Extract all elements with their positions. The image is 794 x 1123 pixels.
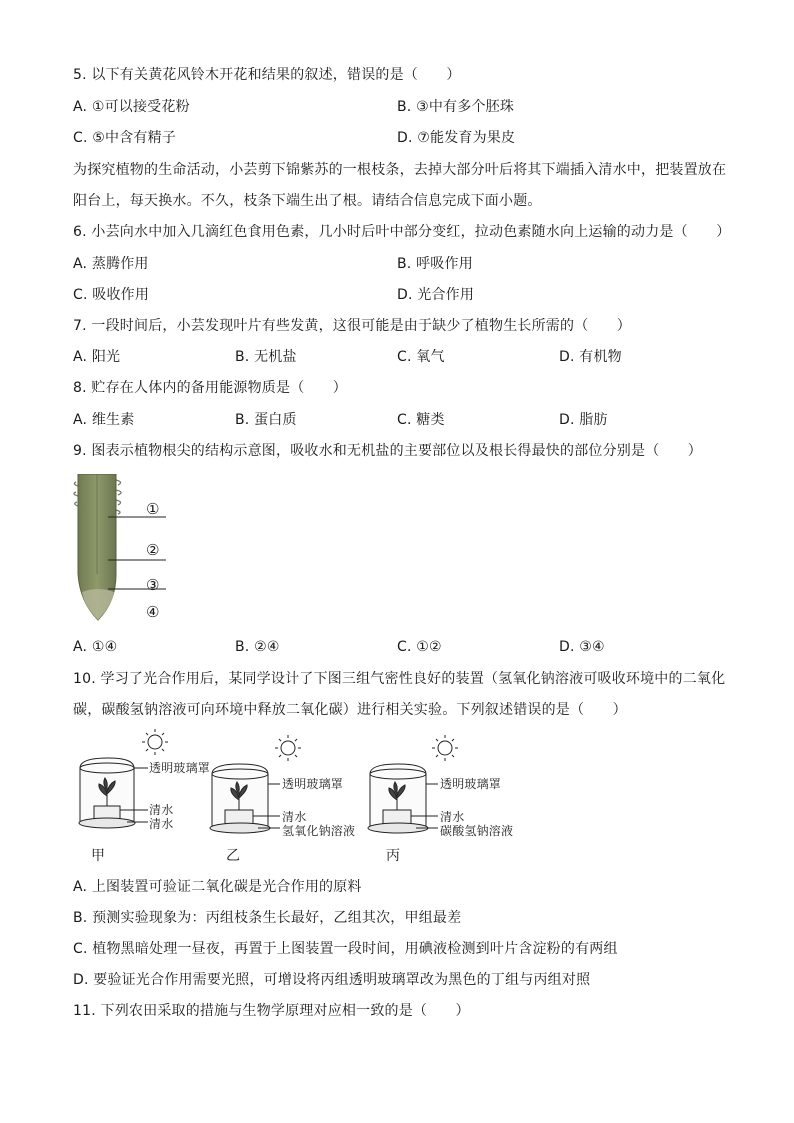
apparatus-bing <box>368 764 438 833</box>
q7-option-c[interactable]: C. 氧气 <box>397 349 445 365</box>
q5-option-c[interactable]: C. ⑤中含有精子 <box>73 130 177 146</box>
q8-option-d[interactable]: D. 脂肪 <box>559 412 608 428</box>
q7-option-b[interactable]: B. 无机盐 <box>235 349 297 365</box>
jia-cover-label: 透明玻璃罩 <box>149 761 211 775</box>
q8-option-c[interactable]: C. 糖类 <box>397 412 445 428</box>
q6-option-d[interactable]: D. 光合作用 <box>397 287 475 303</box>
q10-option-a[interactable]: A. 上图装置可验证二氧化碳是光合作用的原料 <box>73 879 362 895</box>
bing-group-label: 丙 <box>386 848 401 864</box>
q5-option-a[interactable]: A. ①可以接受花粉 <box>73 99 190 115</box>
q8-stem: 8. 贮存在人体内的备用能源物质是（ ） <box>73 380 348 396</box>
q7-option-a[interactable]: A. 阳光 <box>73 349 121 365</box>
jia-water-label: 清水 <box>149 803 174 817</box>
root-label-1: ① <box>146 500 160 518</box>
sun-icon <box>275 735 301 761</box>
q10-stem-line-1: 10. 学习了光合作用后，某同学设计了下图三组气密性良好的装置（氢氧化钠溶液可吸收环境中的二氧化 <box>73 671 726 687</box>
q9-option-b[interactable]: B. ②④ <box>235 639 280 655</box>
q9-option-a[interactable]: A. ①④ <box>73 639 118 655</box>
intro-line-2: 阳台上，每天换水。不久，枝条下端生出了根。请结合信息完成下面小题。 <box>73 193 542 209</box>
bing-water-label: 清水 <box>440 810 465 824</box>
yi-cover-label: 透明玻璃罩 <box>282 777 344 791</box>
q6-option-b[interactable]: B. 呼吸作用 <box>397 256 473 272</box>
root-label-3: ③ <box>146 576 160 594</box>
sun-icon <box>432 735 458 761</box>
q7-stem: 7. 一段时间后，小芸发现叶片有些发黄，这很可能是由于缺少了植物生长所需的（ ） <box>73 318 632 334</box>
q6-option-a[interactable]: A. 蒸腾作用 <box>73 256 149 272</box>
q11-stem: 11. 下列农田采取的措施与生物学原理对应相一致的是（ ） <box>73 1003 470 1019</box>
yi-liquid-label: 氢氧化钠溶液 <box>282 824 356 838</box>
intro-line-1: 为探究植物的生命活动，小芸剪下锦紫苏的一根枝条，去掉大部分叶后将其下端插入清水中，把装置放在 <box>73 162 727 178</box>
root-cap <box>82 589 114 620</box>
q8-option-b[interactable]: B. 蛋白质 <box>235 412 297 428</box>
q10-option-c[interactable]: C. 植物黑暗处理一昼夜，再置于上图装置一段时间，用碘液检测到叶片含淀粉的有两组 <box>73 941 618 957</box>
jia-liquid-label: 清水 <box>149 817 174 831</box>
sun-icon <box>142 729 168 755</box>
yi-group-label: 乙 <box>226 848 241 864</box>
q5-option-d[interactable]: D. ⑦能发育为果皮 <box>397 130 516 146</box>
q10-option-d[interactable]: D. 要验证光合作用需要光照，可增设将丙组透明玻璃罩改为黑色的丁组与丙组对照 <box>73 972 591 988</box>
q5-option-b[interactable]: B. ③中有多个胚珠 <box>397 99 515 115</box>
apparatus-yi <box>210 764 280 833</box>
q7-option-d[interactable]: D. 有机物 <box>559 349 622 365</box>
bing-liquid-label: 碳酸氢钠溶液 <box>440 824 514 838</box>
q9-option-c[interactable]: C. ①② <box>397 639 442 655</box>
q9-option-d[interactable]: D. ③④ <box>559 639 605 655</box>
q6-stem: 6. 小芸向水中加入几滴红色食用色素，几小时后叶中部分变红，拉动色素随水向上运输的动力是（ ） <box>73 224 731 240</box>
bing-cover-label: 透明玻璃罩 <box>440 777 502 791</box>
jia-group-label: 甲 <box>91 848 106 864</box>
q8-option-a[interactable]: A. 维生素 <box>73 412 135 428</box>
apparatus-jia <box>79 758 148 828</box>
q5-stem: 5. 以下有关黄花风铃木开花和结果的叙述，错误的是（ ） <box>73 67 461 83</box>
root-label-2: ② <box>146 541 160 559</box>
root-tip-diagram <box>72 474 182 626</box>
q9-stem: 9. 图表示植物根尖的结构示意图，吸收水和无机盐的主要部位以及根长得最快的部位分别是（ ） <box>73 443 703 459</box>
yi-water-label: 清水 <box>282 810 307 824</box>
q10-stem-line-2: 碳，碳酸氢钠溶液可向环境中释放二氧化碳）进行相关实验。下列叙述错误的是（ ） <box>73 702 627 718</box>
q6-option-c[interactable]: C. 吸收作用 <box>73 287 150 303</box>
root-label-4: ④ <box>146 603 160 621</box>
q10-option-b[interactable]: B. 预测实验现象为：丙组枝条生长最好，乙组其次，甲组最差 <box>73 910 462 926</box>
